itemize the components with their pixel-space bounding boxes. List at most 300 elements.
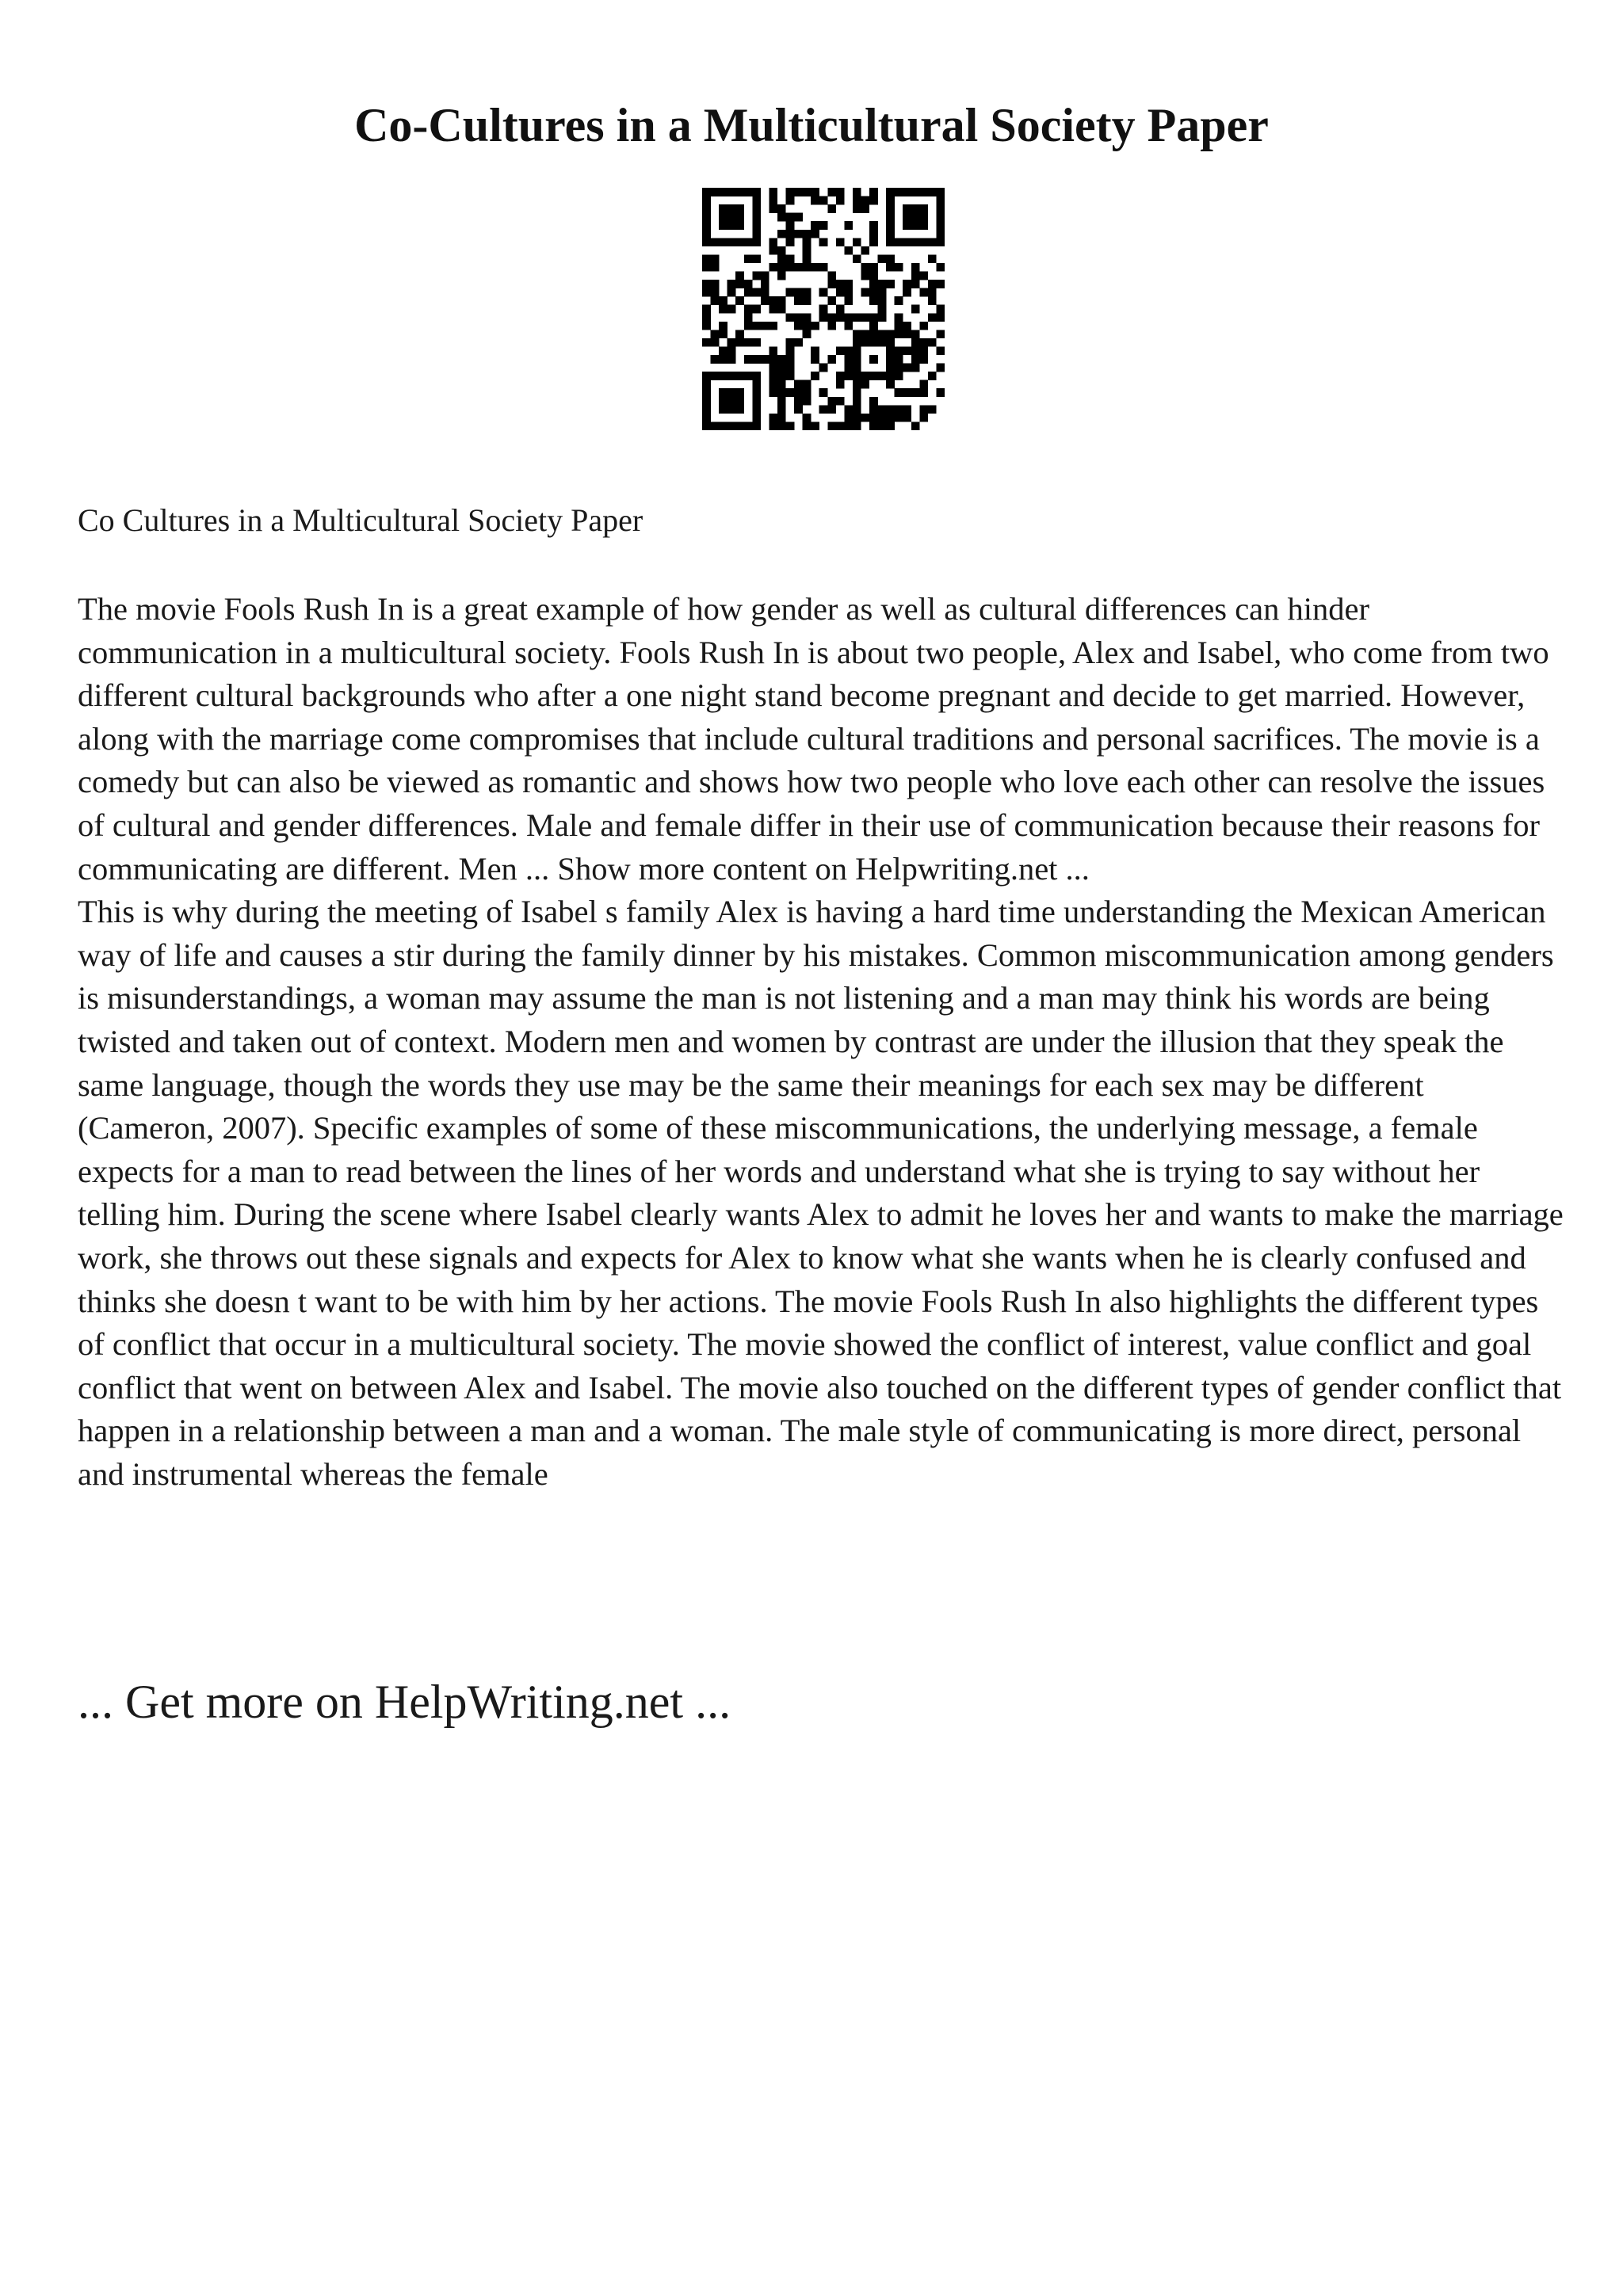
qr-module [827,272,836,280]
qr-module [853,372,861,380]
qr-module [777,355,786,364]
qr-module [735,388,744,397]
qr-module [794,188,803,196]
qr-module [853,254,861,263]
qr-module [936,196,945,205]
qr-module [752,213,761,222]
qr-module [719,388,727,397]
qr-module [928,288,937,297]
qr-module [811,230,819,238]
qr-module [895,405,903,414]
qr-module [735,188,744,196]
qr-module [761,322,769,330]
qr-module [777,380,786,389]
qr-module [936,313,945,322]
qr-module [727,305,736,314]
qr-module [903,213,911,222]
qr-module [844,364,853,372]
qr-module [895,346,903,355]
qr-module [811,355,819,364]
qr-module [861,372,869,380]
qr-module [769,296,777,305]
qr-module [744,322,753,330]
qr-module [903,288,911,297]
qr-module [878,405,887,414]
qr-module [844,246,853,255]
qr-module [727,346,736,355]
body-paragraph-2: This is why during the meeting of Isabel s family Alex is having a hard time understanding the Mexican American way of life and causes a stir during the family dinner by his mistakes. Common miscommunication among genders is misunderstandings, a woman may assume the man is not listening and a man may think his words are being twisted and taken out of context. Modern men and women by contrast are under the illusion that they speak the same language, though the words they use may be the same their meanings for each sex may be different (Cameron, 2007). Specific examples of some of these miscommunications, the underlying message, a female expects for a man to read between the lines of her words and understand what she is trying to say without her telling him. During the scene where Isabel clearly wants Alex to admit he loves her and wants to make the marriage work, she throws out these signals and expects for Alex to know what she wants when he is clearly confused and thinks she doesn t want to be with him by her actions. The movie Fools Rush In also highlights the different types of conflict that occur in a multicultural society. The movie showed the conflict of interest, value conflict and goal conflict that went on between Alex and Isabel. The movie also touched on the different types of gender conflict that happen in a relationship between a man and a woman. The male style of communicating is more direct, personal and instrumental whereas the female [78,894,1564,1492]
qr-module [769,188,777,196]
qr-module [711,238,720,246]
qr-module [761,280,769,288]
qr-module [752,414,761,422]
qr-module [719,346,727,355]
qr-module [803,230,812,238]
qr-module [794,397,803,406]
qr-module [702,421,711,430]
qr-module [777,263,786,272]
qr-module [769,388,777,397]
qr-module [928,372,937,380]
qr-module [844,355,853,364]
qr-module [936,280,945,288]
qr-module [735,221,744,230]
qr-module [911,221,920,230]
qr-module [777,296,786,305]
qr-module [869,322,878,330]
qr-module [803,397,812,406]
qr-module [744,355,753,364]
qr-module [886,372,895,380]
qr-module [869,230,878,238]
qr-module [878,280,887,288]
qr-module [711,421,720,430]
qr-module [719,355,727,364]
qr-module [719,372,727,380]
qr-module [777,254,786,263]
qr-module [903,414,911,422]
qr-module [936,238,945,246]
qr-module [744,288,753,297]
qr-module [702,204,711,213]
qr-module [886,330,895,338]
qr-module [878,254,887,263]
qr-module [794,388,803,397]
qr-module [727,238,736,246]
qr-module [719,397,727,406]
qr-module [919,355,928,364]
qr-module [786,254,795,263]
qr-module [711,254,720,263]
qr-module [794,322,803,330]
qr-module [777,204,786,213]
qr-module [886,338,895,347]
qr-module [803,246,812,255]
qr-module [794,405,803,414]
qr-module [777,421,786,430]
qr-module [735,421,744,430]
qr-module [786,221,795,230]
qr-module [769,372,777,380]
qr-module [777,414,786,422]
qr-module [702,388,711,397]
qr-module [727,397,736,406]
qr-module [911,338,920,347]
qr-module [735,296,744,305]
qr-module [861,246,869,255]
qr-module [853,414,861,422]
qr-module [886,380,895,389]
qr-module [811,196,819,205]
qr-module [727,221,736,230]
qr-module [744,421,753,430]
qr-code-icon [702,188,945,430]
qr-module [719,238,727,246]
qr-module [919,346,928,355]
qr-module [735,338,744,347]
qr-module [919,221,928,230]
qr-module [928,254,937,263]
qr-module [936,221,945,230]
qr-module [886,263,895,272]
qr-module [911,280,920,288]
qr-module [769,238,777,246]
qr-module [735,272,744,280]
qr-module [886,196,895,205]
qr-module [794,296,803,305]
qr-module [803,254,812,263]
qr-module [786,388,795,397]
qr-module [869,313,878,322]
qr-module [727,405,736,414]
qr-module [878,421,887,430]
qr-module [803,238,812,246]
qr-module [702,196,711,205]
qr-module [702,188,711,196]
qr-module [895,372,903,380]
qr-module [861,338,869,347]
qr-module [886,254,895,263]
qr-module [702,380,711,389]
qr-module [777,364,786,372]
qr-module [919,288,928,297]
qr-module [719,330,727,338]
qr-module [727,188,736,196]
qr-module [886,421,895,430]
qr-module [719,296,727,305]
helpwriting-link[interactable]: ... Get more on HelpWriting.net ... [78,1676,731,1728]
qr-module [827,296,836,305]
qr-module [777,246,786,255]
qr-module [786,313,795,322]
qr-module [895,414,903,422]
qr-module [919,405,928,414]
qr-module [844,221,853,230]
qr-module [878,313,887,322]
qr-module [886,188,895,196]
qr-module [936,330,945,338]
qr-module [827,204,836,213]
qr-module [928,405,937,414]
qr-module [761,288,769,297]
qr-module [827,405,836,414]
qr-module [786,421,795,430]
qr-module [819,196,828,205]
qr-module [752,380,761,389]
qr-module [886,230,895,238]
qr-module [711,288,720,297]
qr-module [719,204,727,213]
qr-module [735,405,744,414]
qr-module [869,421,878,430]
qr-module [919,414,928,422]
qr-module [727,213,736,222]
qr-module [869,372,878,380]
qr-module [794,230,803,238]
qr-module [861,330,869,338]
qr-module [886,355,895,364]
qr-module [903,221,911,230]
qr-module [869,414,878,422]
qr-module [844,313,853,322]
qr-module [844,421,853,430]
qr-module [769,204,777,213]
qr-module [744,238,753,246]
qr-module [886,213,895,222]
qr-module [727,355,736,364]
qr-module [735,280,744,288]
qr-module [786,188,795,196]
qr-module [827,188,836,196]
qr-module [936,213,945,222]
qr-module [752,238,761,246]
qr-module [919,338,928,347]
qr-module [819,221,828,230]
qr-module [761,355,769,364]
qr-module [735,397,744,406]
qr-module [936,364,945,372]
qr-module [769,414,777,422]
qr-module [886,204,895,213]
qr-module [886,414,895,422]
qr-module [719,188,727,196]
qr-module [702,338,711,347]
qr-module [702,254,711,263]
qr-module [811,188,819,196]
qr-module [903,346,911,355]
qr-module [911,188,920,196]
qr-module [861,263,869,272]
qr-module [853,355,861,364]
qr-module [827,322,836,330]
qr-module [711,263,720,272]
qr-module [903,330,911,338]
qr-module [853,397,861,406]
qr-module [769,346,777,355]
qr-module [769,421,777,430]
qr-module [786,196,795,205]
qr-module [794,213,803,222]
qr-module [702,322,711,330]
qr-module [861,414,869,422]
qr-module [878,330,887,338]
qr-module [752,288,761,297]
qr-module [861,380,869,389]
qr-module [895,355,903,364]
qr-module [752,421,761,430]
qr-module [836,238,845,246]
qr-module [869,338,878,347]
qr-module [752,338,761,347]
qr-module [786,364,795,372]
qr-module [861,313,869,322]
qr-module [752,188,761,196]
qr-module [744,188,753,196]
qr-module [777,397,786,406]
qr-module [928,338,937,347]
qr-module [719,221,727,230]
qr-module [811,346,819,355]
qr-module [936,305,945,314]
qr-module [752,405,761,414]
qr-module [719,213,727,222]
qr-module [919,272,928,280]
qr-module [928,296,937,305]
qr-module [794,288,803,297]
qr-module [936,204,945,213]
qr-module [895,322,903,330]
qr-module [869,288,878,297]
qr-module [895,364,903,372]
qr-module [836,346,845,355]
qr-module [853,188,861,196]
qr-module [895,263,903,272]
qr-module [811,421,819,430]
qr-module [836,313,845,322]
qr-module [702,288,711,297]
qr-module [853,238,861,246]
qr-module [853,204,861,213]
qr-module [869,196,878,205]
qr-module [903,322,911,330]
qr-module [911,346,920,355]
qr-module [911,388,920,397]
qr-module [786,230,795,238]
qr-module [711,330,720,338]
qr-module [727,204,736,213]
qr-module [895,330,903,338]
qr-module [861,204,869,213]
qr-module [853,405,861,414]
qr-module [853,421,861,430]
qr-module [752,254,761,263]
qr-module [769,305,777,314]
qr-module [752,221,761,230]
qr-module [702,305,711,314]
qr-module [719,305,727,314]
qr-module [869,296,878,305]
qr-module [886,364,895,372]
qr-module [853,313,861,322]
qr-module [895,313,903,322]
qr-module [861,196,869,205]
qr-module [702,313,711,322]
qr-module [886,280,895,288]
qr-module [928,313,937,322]
qr-module [869,280,878,288]
qr-module [819,405,828,414]
qr-module [836,196,845,205]
qr-module [869,355,878,364]
qr-module [819,263,828,272]
qr-module [803,296,812,305]
qr-module [702,213,711,222]
qr-module [911,305,920,314]
qr-module [895,188,903,196]
qr-module [819,388,828,397]
qr-module [719,322,727,330]
qr-module [786,346,795,355]
qr-module [878,305,887,314]
qr-module [735,372,744,380]
qr-module [803,263,812,272]
qr-module [853,338,861,347]
qr-module [702,397,711,406]
qr-module [803,330,812,338]
document-body [78,588,1568,1496]
qr-module [744,313,753,322]
qr-module [786,238,795,246]
qr-module [819,238,828,246]
qr-module [853,380,861,389]
qr-module [744,372,753,380]
qr-module [903,188,911,196]
qr-module [911,330,920,338]
qr-module [702,238,711,246]
qr-module [936,188,945,196]
qr-module [895,238,903,246]
qr-module [911,355,920,364]
qr-module [869,330,878,338]
qr-module [786,213,795,222]
qr-module [769,322,777,330]
qr-module [702,372,711,380]
qr-module [844,414,853,422]
qr-module [727,338,736,347]
body-paragraph-1: The movie Fools Rush In is a great example of how gender as well as cultural differences can hinder communication in a multicultural society. Fools Rush In is about two people, Alex and Isabel, who come from two different cultural backgrounds who after a one night stand become pregnant and decide to get married. However, along with the marriage come compromises that include cultural traditions and personal sacrifices. The movie is a comedy but can also be viewed as romantic and shows how two people who love each other can resolve the issues of cultural and gender differences. Male and female differ in their use of communication because their reasons for communicating are different. Men ... Show more content on Helpwriting.net ... [78,591,1549,887]
qr-module [869,397,878,406]
qr-module [769,196,777,205]
qr-module [911,421,920,430]
qr-module [811,322,819,330]
qr-module [936,388,945,397]
qr-module [777,272,786,280]
qr-module [752,196,761,205]
qr-module [711,280,720,288]
qr-module [928,238,937,246]
qr-module [936,230,945,238]
qr-module [886,405,895,414]
qr-module [919,322,928,330]
qr-module [803,288,812,297]
qr-module [777,230,786,238]
qr-module [836,380,845,389]
qr-module [853,330,861,338]
qr-module [702,221,711,230]
qr-module [794,263,803,272]
qr-module [727,280,736,288]
qr-module [769,364,777,372]
